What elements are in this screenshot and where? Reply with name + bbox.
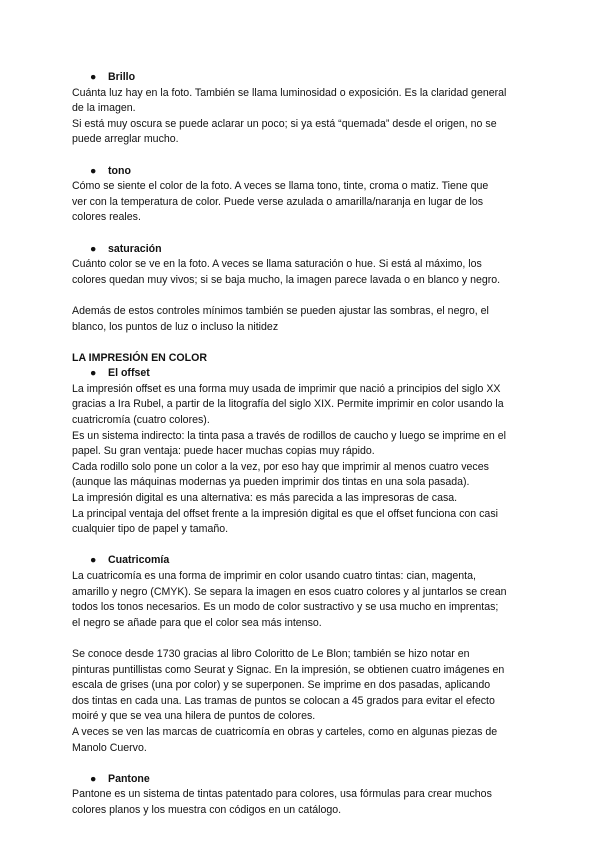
- paragraph-line: cualquier tipo de papel y tamaño.: [72, 523, 229, 536]
- paragraph-line: La cuatricomía es una forma de imprimir en color usando cuatro tintas: cian, magenta,: [72, 570, 476, 582]
- bullet-icon: ●: [90, 367, 97, 380]
- paragraph-line: de la imagen.: [72, 102, 136, 115]
- paragraph-line: todos los tonos necesarios. Es un modo de color sustractivo y se usa mucho en imprentas;: [72, 601, 499, 614]
- paragraph-line: La impresión offset es una forma muy usada de imprimir que nació a principios del siglo XX: [72, 382, 501, 395]
- section-title-pantone: ● Pantone: [72, 772, 532, 788]
- paragraph-line: Pantone es un sistema de tintas patentado para colores, usa fórmulas para crear muchos: [72, 788, 492, 801]
- paragraph-line: gracias a Ira Rubel, a partir de la litografía del siglo XIX. Permite imprimir en color usando la: [72, 398, 504, 411]
- paragraph-line: puede arreglar mucho.: [72, 133, 179, 146]
- paragraph-line: el negro se añade para que el color sea más intenso.: [72, 616, 322, 629]
- paragraph-line: dos tintas en cada una. Las tramas de puntos se colocan a 45 grados para evitar el efecto: [72, 694, 495, 707]
- section-title-brillo: ● Brillo: [72, 70, 532, 86]
- paragraph-line: Además de estos controles mínimos también se pueden ajustar las sombras, el negro, el: [72, 304, 489, 317]
- paragraph-line: Cuánto color se ve en la foto. A veces se llama saturación o hue. Si está al máximo, los: [72, 258, 482, 271]
- section-title-offset: ● El offset: [72, 366, 532, 382]
- paragraph-line: colores reales.: [72, 211, 141, 224]
- paragraph-line: Cuánta luz hay en la foto. También se llama luminosidad o exposición. Es la claridad general: [72, 86, 507, 99]
- bullet-icon: ●: [90, 242, 97, 255]
- paragraph-line: escala de grises (una por color) y se superponen. Se imprime en dos pasadas, aplicando: [72, 679, 491, 692]
- paragraph-line: (aunque las máquinas modernas ya pueden imprimir dos tintas en una sola pasada).: [72, 476, 470, 489]
- paragraph-line: moiré y que se vea una hilera de puntos de colores.: [72, 710, 316, 723]
- paragraph-line: amarillo y negro (CMYK). Se separa la imagen en esos cuatro colores y al juntarlos se crean: [72, 585, 507, 598]
- paragraph-line: Si está muy oscura se puede aclarar un poco; si ya está “quemada” desde el origen, no se: [72, 117, 497, 130]
- paragraph-line: A veces se ven las marcas de cuatricomía en obras y carteles, como en algunas piezas de: [72, 725, 498, 738]
- paragraph-line: blanco, los puntos de luz o incluso la nitidez: [72, 320, 279, 333]
- bullet-icon: ●: [90, 554, 97, 567]
- paragraph-line: Es un sistema indirecto: la tinta pasa a través de rodillos de caucho y luego se imprime en el: [72, 429, 506, 442]
- paragraph-line: ver con la temperatura de color. Puede verse azulada o amarilla/naranja en lugar de los: [72, 195, 484, 208]
- paragraph-line: La impresión digital es una alternativa: es más parecida a las impresoras de casa.: [72, 492, 458, 505]
- paragraph-line: colores planos y los muestra con códigos en un catálogo.: [72, 803, 342, 816]
- section-title-cuatricomia: ● Cuatricomía: [72, 553, 532, 569]
- section-heading-impresion: LA IMPRESIÓN EN COLOR: [72, 351, 207, 364]
- paragraph-line: Cómo se siente el color de la foto. A veces se llama tono, tinte, croma o matiz. Tiene que: [72, 180, 489, 193]
- section-title-saturacion: ● saturación: [72, 242, 532, 258]
- paragraph-line: pinturas puntillistas como Seurat y Signac. En la impresión, se obtienen cuatro imágenes en: [72, 663, 505, 676]
- paragraph-line: colores quedan muy vivos; si se baja mucho, la imagen parece lavada o en blanco y negro.: [72, 273, 501, 286]
- paragraph-line: papel. Su gran ventaja: puede hacer muchas copias muy rápido.: [72, 445, 375, 458]
- paragraph-line: Cada rodillo solo pone un color a la vez, por eso hay que imprimir al menos cuatro veces: [72, 460, 489, 473]
- paragraph-line: Se conoce desde 1730 gracias al libro Coloritto de Le Blon; también se hizo notar en: [72, 647, 470, 660]
- document-content: [72, 70, 532, 819]
- bullet-icon: ●: [90, 71, 97, 83]
- bullet-icon: ●: [90, 164, 97, 177]
- paragraph-line: Manolo Cuervo.: [72, 741, 147, 754]
- bullet-icon: ●: [90, 772, 97, 785]
- section-title-tono: ● tono: [72, 164, 532, 180]
- paragraph-line: cuatricromía (cuatro colores).: [72, 414, 210, 427]
- paragraph-line: La principal ventaja del offset frente a la impresión digital es que el offset funciona con casi: [72, 507, 498, 520]
